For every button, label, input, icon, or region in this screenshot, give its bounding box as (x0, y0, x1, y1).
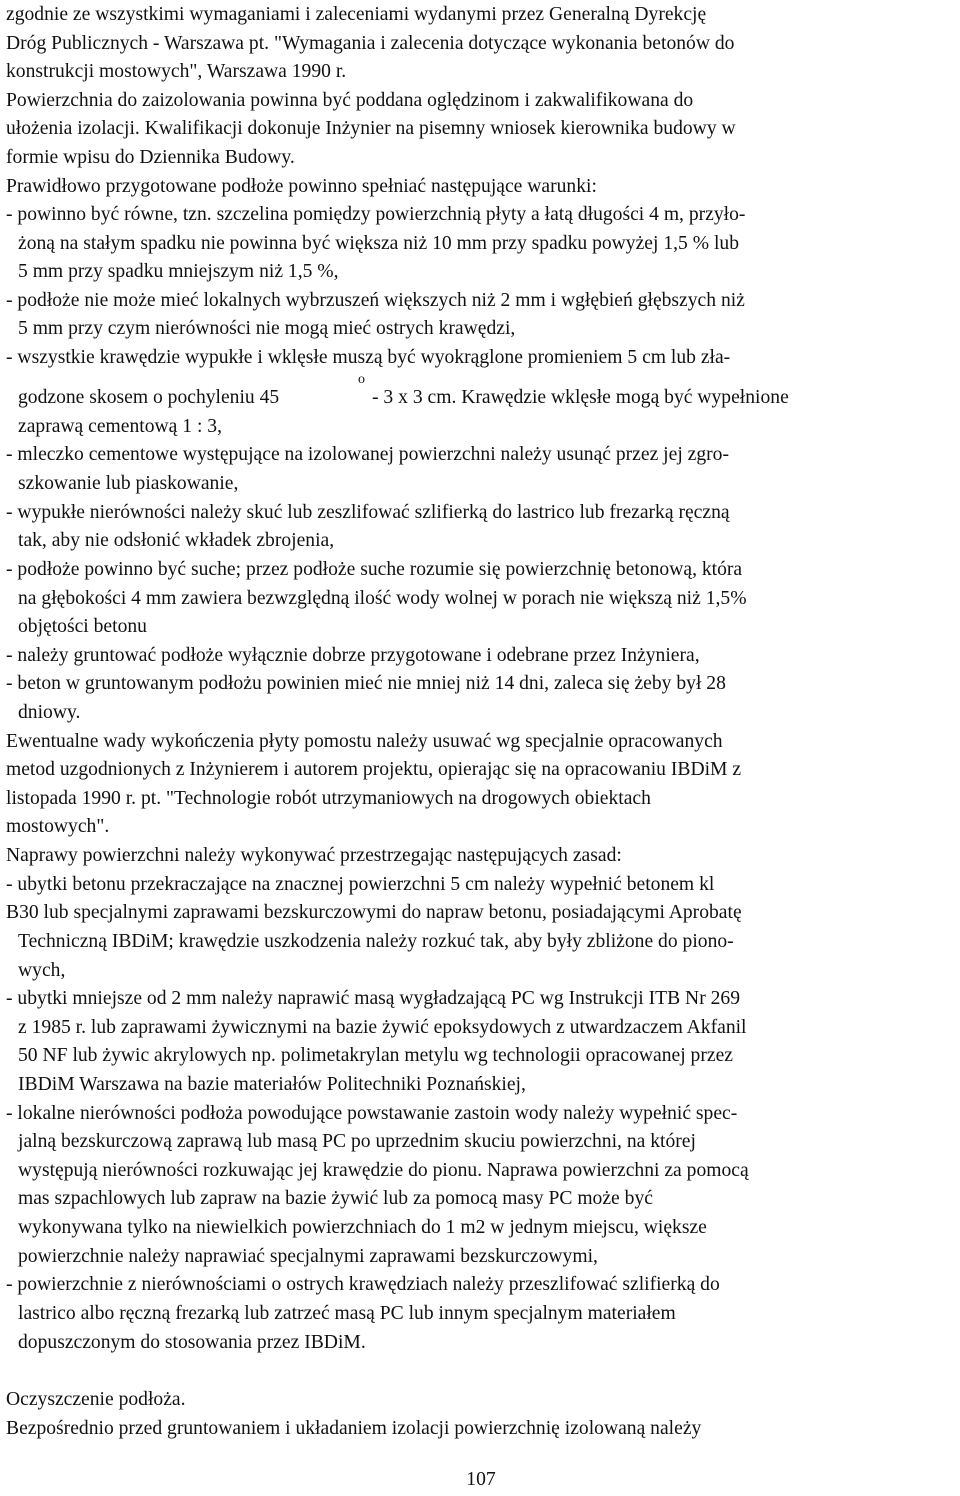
list-item: - powinno być równe, tzn. szczelina pomiędzy powierzchnią płyty a łatą długości 4 m, przyło- (6, 204, 746, 225)
list-item: - ubytki betonu przekraczające na znacznej powierzchni 5 cm należy wypełnić betonem kl (6, 874, 715, 895)
text-line: wych, (18, 960, 66, 981)
text-line: Powierzchnia do zaizolowania powinna być poddana oględzinom i zakwalifikowana do (6, 90, 694, 111)
text-line: występują nierówności rozkuwając jej krawędzie do pionu. Naprawa powierzchni za pomocą (18, 1160, 749, 1181)
text-line: wykonywana tylko na niewielkich powierzchniach do 1 m2 w jednym miejscu, większe (18, 1217, 707, 1238)
text-line: Techniczną IBDiM; krawędzie uszkodzenia należy rozkuć tak, aby były zbliżone do piono- (18, 931, 734, 952)
text-line: lastrico albo ręczną frezarką lub zatrzeć masą PC lub innym specjalnym materiałem (18, 1303, 676, 1324)
text-line: 50 NF lub żywic akrylowych np. polimetakrylan metylu wg technologii opracowanej przez (18, 1045, 733, 1066)
list-item: - podłoże nie może mieć lokalnych wybrzuszeń większych niż 2 mm i wgłębień głębszych niż (6, 290, 745, 311)
list-item: - powierzchnie z nierównościami o ostrych krawędziach należy przeszlifować szlifierką do (6, 1274, 720, 1295)
text-line: listopada 1990 r. pt. "Technologie robót utrzymaniowych na drogowych obiektach (6, 788, 651, 809)
text-line: na głębokości 4 mm zawiera bezwzględną ilość wody wolnej w porach nie większą niż 1,5% (18, 588, 747, 609)
list-item: - mleczko cementowe występujące na izolowanej powierzchni należy usunąć przez jej zgro- (6, 444, 729, 465)
text-line: formie wpisu do Dziennika Budowy. (6, 147, 295, 168)
list-item: - beton w gruntowanym podłożu powinien mieć nie mniej niż 14 dni, zaleca się żeby był 28 (6, 673, 726, 694)
text-line: jalną bezskurczową zaprawą lub masą PC po uprzednim skuciu powierzchni, na której (18, 1131, 696, 1152)
document-page (6, 0, 956, 1496)
text-line: 5 mm przy spadku mniejszym niż 1,5 %, (18, 261, 339, 282)
text-line: Ewentualne wady wykończenia płyty pomostu należy usuwać wg specjalnie opracowanych (6, 731, 723, 752)
text-line: objętości betonu (18, 616, 147, 637)
text-line: Prawidłowo przygotowane podłoże powinno spełniać następujące warunki: (6, 176, 597, 197)
text-line: z 1985 r. lub zaprawami żywicznymi na bazie żywić epoksydowych z utwardzaczem Akfanil (18, 1017, 747, 1038)
text-line: Dróg Publicznych - Warszawa pt. "Wymagania i zalecenia dotyczące wykonania betonów do (6, 33, 735, 54)
text-line: szkowanie lub piaskowanie, (18, 473, 239, 494)
text-line: zaprawą cementową 1 : 3, (18, 416, 223, 437)
text-line: powierzchnie należy naprawiać specjalnymi zaprawami bezskurczowymi, (18, 1246, 598, 1267)
text-line: Bezpośrednio przed gruntowaniem i układaniem izolacji powierzchnię izolowaną należy (6, 1418, 702, 1439)
text-line: mostowych". (6, 816, 110, 837)
text-line: tak, aby nie odsłonić wkładek zbrojenia, (18, 530, 335, 551)
text-line: żoną na stałym spadku nie powinna być większa niż 10 mm przy spadku powyżej 1,5 % lub (18, 233, 739, 254)
text-line: - 3 x 3 cm. Krawędzie wklęsłe mogą być wypełnione (372, 387, 789, 408)
degree-superscript: o (358, 372, 365, 387)
text-line: godzone skosem o pochyleniu 45 (18, 387, 280, 408)
text-line: 5 mm przy czym nierówności nie mogą mieć ostrych krawędzi, (18, 318, 516, 339)
text-line: dopuszczonym do stosowania przez IBDiM. (18, 1332, 366, 1353)
text-line: konstrukcji mostowych", Warszawa 1990 r. (6, 61, 347, 82)
text-line: zgodnie ze wszystkimi wymaganiami i zaleceniami wydanymi przez Generalną Dyrekcję (6, 4, 707, 25)
list-item: - lokalne nierówności podłoża powodujące powstawanie zastoin wody należy wypełnić spec- (6, 1103, 738, 1124)
text-line: dniowy. (18, 702, 81, 723)
list-item: - ubytki mniejsze od 2 mm należy naprawić masą wygładzającą PC wg Instrukcji ITB Nr 269 (6, 988, 741, 1009)
text-line: B30 lub specjalnymi zaprawami bezskurczowymi do napraw betonu, posiadającymi Aprobatę (6, 902, 742, 923)
text-line: metod uzgodnionych z Inżynierem i autorem projektu, opierając się na opracowaniu IBDiM z (6, 759, 742, 780)
text-line: Naprawy powierzchni należy wykonywać przestrzegając następujących zasad: (6, 845, 622, 866)
list-item: - należy gruntować podłoże wyłącznie dobrze przygotowane i odebrane przez Inżyniera, (6, 645, 700, 666)
list-item: - wypukłe nierówności należy skuć lub zeszlifować szlifierką do lastrico lub frezarką ręczną (6, 502, 730, 523)
text-line: mas szpachlowych lub zapraw na bazie żywić lub za pomocą masy PC może być (18, 1188, 653, 1209)
text-line: IBDiM Warszawa na bazie materiałów Politechniki Poznańskiej, (18, 1074, 526, 1095)
text-line: ułożenia izolacji. Kwalifikacji dokonuje Inżynier na pisemny wniosek kierownika budowy w (6, 118, 736, 139)
page-number: 107 (466, 1469, 496, 1490)
list-item: - podłoże powinno być suche; przez podłoże suche rozumie się powierzchnię betonową, która (6, 559, 743, 580)
section-heading: Oczyszczenie podłoża. (6, 1389, 186, 1410)
list-item: - wszystkie krawędzie wypukłe i wklęsłe muszą być wyokrąglone promieniem 5 cm lub zła- (6, 347, 731, 368)
